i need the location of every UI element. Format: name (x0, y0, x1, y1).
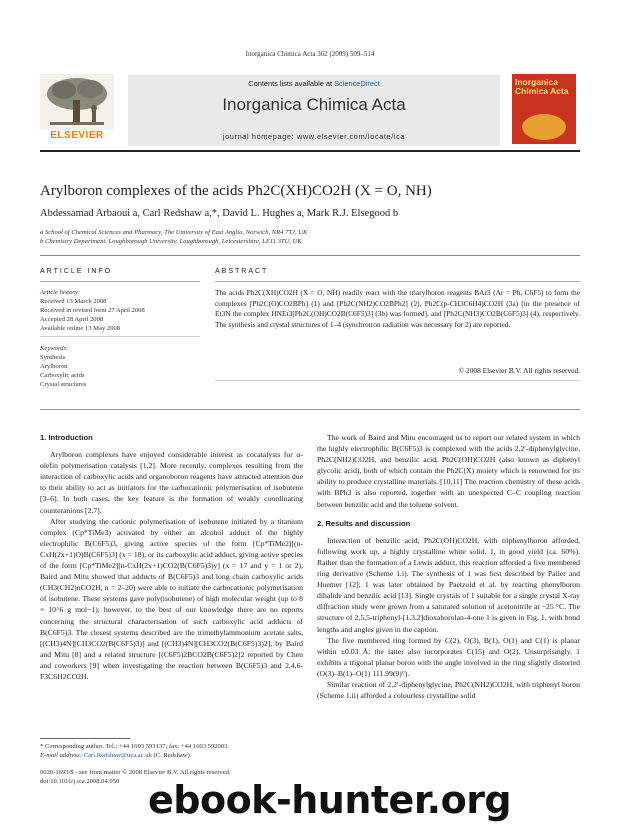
history-accepted: Accepted 28 April 2008 (40, 316, 104, 323)
watermark: ebook-hunter.org (148, 778, 512, 822)
results-heading: 2. Results and discussion (317, 518, 411, 528)
article-history (40, 288, 205, 333)
cover-graphic (522, 114, 566, 140)
email-link[interactable]: Carl.Redshaw@uea.ac.uk (83, 752, 152, 759)
spacer (317, 510, 580, 518)
journal-title: Inorganica Chimica Acta (222, 95, 406, 114)
history-revised: Received in revised form 27 April 2008 (40, 307, 145, 314)
footnote (40, 742, 303, 760)
title-rule (40, 255, 580, 256)
abstract-divider (215, 380, 580, 381)
left-paragraph-1: Arylboron complexes have enjoyed considerable interest as cocatalysts for α-olefin polymerisation catalysis [1,2]. More recently, complexes resulting from the interaction of carboxylic acids and organoboron reagents have attracted attention due to their ability to act as initiators for the carbocationic polymerisation of isobutene [3–6]. In both cases, the key feature is the formation of weakly coordinating counteranions [2,7]. (40, 450, 303, 515)
keyword-item: Arylboron (40, 363, 68, 370)
abstract-text: The acids Ph2C(XH)CO2H (X = O, NH) readily react with the triarylboron reagents BAr3 (Ar = Ph, C6F5) to form the complexes [Ph2C(O)CO2BPh] (1) and [Ph2C(NH2)CO2BPh2] (2), Ph2C(p-CH3C6H4)CO2H (3a) [in the presence of Et3N the complex HNEt3[Ph2C(OH)CO2B(C6F5)3] (3b) was formed], and [Ph2C(NH3)CO2B(C6F5)3] (4), respectively. The synthesis and crystal structures of 1–4 (synchrotron radiation was necessary for 2) are reported. (215, 288, 580, 329)
body-rule (40, 409, 580, 410)
email-suffix: (C. Redshaw). (151, 752, 192, 759)
abstract-rule (215, 281, 580, 282)
corresponding-author: * Corresponding author. Tel.: +44 1603 593137; fax: +44 1603 592003. (40, 743, 230, 750)
keywords-block (40, 344, 205, 389)
article-title: Arylboron complexes of the acids Ph2C(XH)CO2H (X = O, NH) (40, 183, 432, 199)
right-paragraph-1: The work of Baird and Mitu encouraged us to report our related system in which the highly electrophilic B(C6F5)3 is complexed with the acids 2,2′-diphenylglycine, Ph2C(NH2)CO2H, and benzilic acid, Ph2C(OH)CO2H (also known as diphenyl glycolic acid), both of which contain the Ph2C(X) moiety which is renowned for its ability to produce crystalline materials. [10,11] The reaction chemistry of these acids with BPh3 is also reported, together with an unexpected C–C coupling reaction between benzilic acid and the toluene solvent. (317, 433, 580, 509)
right-paragraph-2: Interaction of benzilic acid, Ph2C(OH)CO2H, with triphenylboron afforded, following work up, a highly crystalline white solid, 1, in good yield (ca. 60%). Rather than the formation of a Lewis adduct, this reaction afforded a five membered ring derivative (Scheme 1.i). The synthesis of 1 was first described by Pailer and Huemer [12]; 1 was later obtained by Paetzold et al. by reacting phenylboron dihalide and benzilic acid [13]. Single crystals of 1 suitable for a single crystal X-ray diffraction study were grown from a saturated solution of acetonitrile at −25 °C. The structure of 2,5,5-triphenyl-[1,3,2]dioxaborolan-4-one 1 is given in Fig. 1, with bond lengths and angles given in the caption. (317, 535, 580, 634)
header-rule (40, 150, 580, 152)
left-paragraph-2: After studying the cationic polymerisation of isobutene initiated by a titanium complex (Cp*TiMe3) activated by either an alcohol adduct of the highly electrophilic B(C6F5)3, giving active species of the form [Cp*TiMe2][(n-CxH(2x+1)O)B(C6F5)3] (x = 18), or its carboxylic acid adduct, giving active species of the form [Cp*TiMe2][n-CxH(2x+1)CO2(B(C6F5)3)y] (x = 17 and y = 1 or 2), Baird and Mitu showed that adducts of B(C6F5)3 and long chain carboxylic acids (CH3(CH2)nCO2H, n = 2–20) were able to initiate the carbocationic polymerisation of isobutene. These systems gave poly(isobutene) of high molecular weight (up to 8 × 10^6 g mol−1); however, to the best of our knowledge there are no reports concerning the structural characterisation of such carboxylic acid adducts of B(C6F5)3. The closest systems described are the trimethylammonium acetate salts, [(CH3)4N][CH3CO2(B(C6F5)3)] and [(CH3)4N][CH3CO2(B(C6F5)3)2], by Baird and Mitu [8] and a related structure [(C6F5)2BCO2B(C6F5)2]2 reported by Chen and coworkers [9] when investigating the reaction between B(C6F5)3 and 2,4,6-F3C6H2CO2H. (40, 516, 303, 681)
affiliation-b: b Chemistry Department, Loughborough University, Loughborough, Leicestershire, LE11 3TU, UK (40, 238, 302, 245)
right-paragraph-3: The five membered ring formed by C(2), O(3), B(1), O(1) and C(1) is planar within ±0.03 Å; the latter also incorporates C(15) and O(2). Unsurprisingly, 1 exhibits a trigonal planar boron with the angle involved in the ring slightly distorted (O(3)–B(1)–O(1) 111.99(9)°). (317, 635, 580, 678)
abstract-heading: ABSTRACT (215, 268, 269, 275)
publisher-wordmark: ELSEVIER (50, 130, 104, 141)
right-paragraph-4: Similar reaction of 2,2′-diphenylglycine, Ph2C(NH2)CO2H, with triphenyl boron (Scheme 1.ii) afforded a colourless crystalline solid (317, 679, 580, 701)
journal-cover-thumbnail (512, 74, 576, 144)
doi-line[interactable]: doi:10.1016/j.ica.2008.04.050 (40, 778, 120, 785)
article-authors: Abdessamad Arbaoui a, Carl Redshaw a,*, David L. Hughes a, Mark R.J. Elsegood b (40, 208, 399, 219)
abstract-copyright: © 2008 Elsevier B.V. All rights reserved. (458, 366, 580, 375)
left-column (40, 432, 303, 682)
tree-icon (40, 74, 114, 130)
journal-homepage[interactable]: journal homepage: www.elsevier.com/locate/ica (222, 132, 406, 141)
history-online: Available online 13 May 2008 (40, 325, 121, 332)
keywords-label: Keywords: (40, 345, 69, 352)
article-info-heading: ARTICLE INFO (40, 268, 113, 275)
intro-heading: 1. Introduction (40, 433, 93, 442)
article-info-rule (40, 281, 200, 282)
affiliation-a: a School of Chemical Sciences and Pharmacy, The University of East Anglia, Norwich, NR4 7TJ, UK (40, 229, 308, 236)
history-label: Article history: (40, 289, 81, 296)
cover-title: Inorganica Chimica Acta (515, 77, 569, 96)
contents-prefix: Contents lists available at (248, 79, 335, 88)
keyword-item: Synthesis (40, 354, 66, 361)
email-prefix: E-mail address: (40, 752, 84, 759)
contents-line (128, 79, 500, 88)
email-line (40, 751, 303, 760)
right-column (317, 432, 580, 701)
issn-line: 0020-1693/$ - see front matter © 2008 Elsevier B.V. All rights reserved. (40, 769, 231, 776)
sciencedirect-link[interactable]: ScienceDirect (334, 79, 380, 88)
keyword-item: Carboxylic acids (40, 372, 85, 379)
history-received: Received 13 March 2008 (40, 298, 107, 305)
article-info-divider (40, 336, 200, 337)
running-head: Inorganica Chimica Acta 362 (2009) 509–514 (245, 50, 375, 58)
keyword-item: Crystal structures (40, 381, 87, 388)
footnote-rule (40, 738, 130, 739)
